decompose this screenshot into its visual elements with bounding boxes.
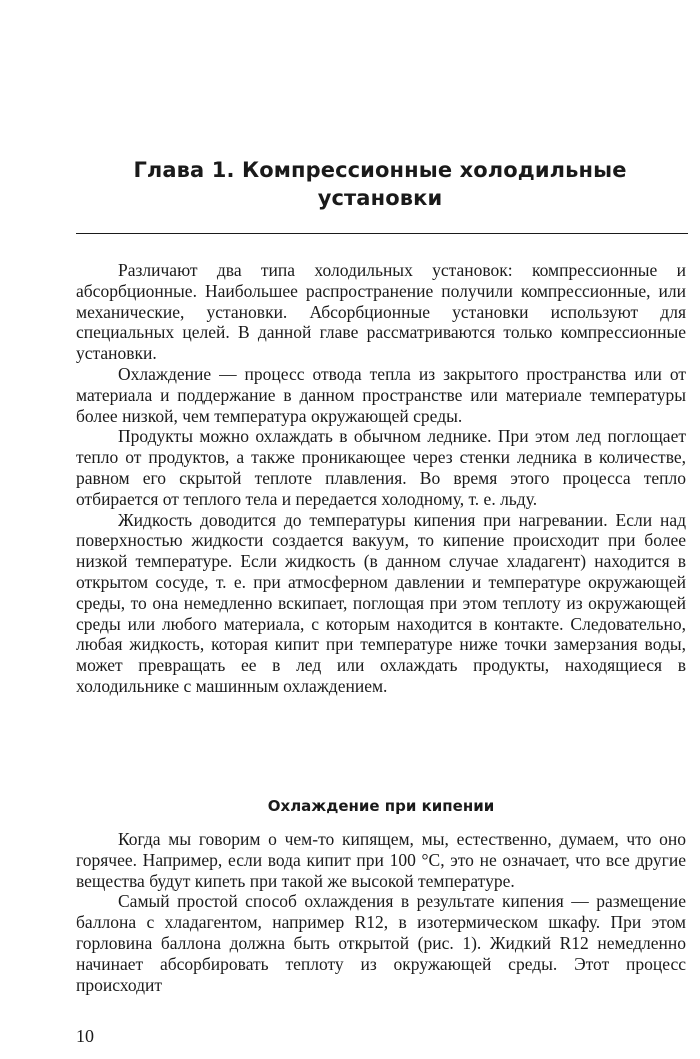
chapter-title	[70, 156, 690, 212]
paragraph: Охлаждение — процесс отвода тепла из закрытого пространства или от материала и поддержание в данном пространстве или материале температуры более низкой, чем температура окружающей среды.	[76, 363, 686, 426]
chapter-title-line-1: Глава 1. Компрессионные холодильные	[133, 158, 627, 182]
section-heading: Охлаждение при кипении	[267, 797, 495, 815]
chapter-divider-rule	[76, 233, 688, 234]
intro-text-block	[76, 260, 686, 697]
section-text-block	[76, 829, 686, 995]
paragraph: Самый простой способ охлаждения в результате кипения — размещение баллона с хладагентом, например R12, в изотермическом шкафу. При этом горловина баллона должна быть открытой (рис. 1). Жидкий R12 немедленно начинает абсорбировать теплоту из окружающей среды. Этот процесс происходит	[76, 891, 686, 995]
paragraph: Различают два типа холодильных установок: компрессионные и абсорбционные. Наибольшее распространение получили компрессионные, или механические, установки. Абсорбционные установки используют для специальных целей. В данной главе рассматриваются только компрессионные установки.	[76, 260, 686, 364]
paragraph: Когда мы говорим о чем-то кипящем, мы, естественно, думаем, что оно горячее. Например, если вода кипит при 100 °C, это не означает, что все другие вещества будут кипеть при такой же высокой температуре.	[76, 829, 686, 891]
page-number: 10	[76, 1026, 94, 1046]
chapter-title-line-2: установки	[317, 186, 443, 210]
paragraph: Жидкость доводится до температуры кипения при нагревании. Если над поверхностью жидкости создается вакуум, то кипение происходит при более низкой температуре. Если жидкость (в данном случае хладагент) находится в открытом сосуде, т. е. при атмосферном давлении и температуре окружающей среды, то она немедленно вскипает, поглощая при этом теплоту из окружающей среды или любого материала, с которым находится в контакте. Следовательно, любая жидкость, которая кипит при температуре ниже точки замерзания воды, может превращать ее в лед или охлаждать продукты, находящиеся в холодильнике с машинным охлаждением.	[76, 509, 686, 696]
paragraph: Продукты можно охлаждать в обычном леднике. При этом лед поглощает тепло от продуктов, а также проникающее через стенки ледника в количестве, равном его скрытой теплоте плавления. Во время этого процесса тепло отбирается от теплого тела и передается холодному, т. е. льду.	[76, 426, 686, 509]
